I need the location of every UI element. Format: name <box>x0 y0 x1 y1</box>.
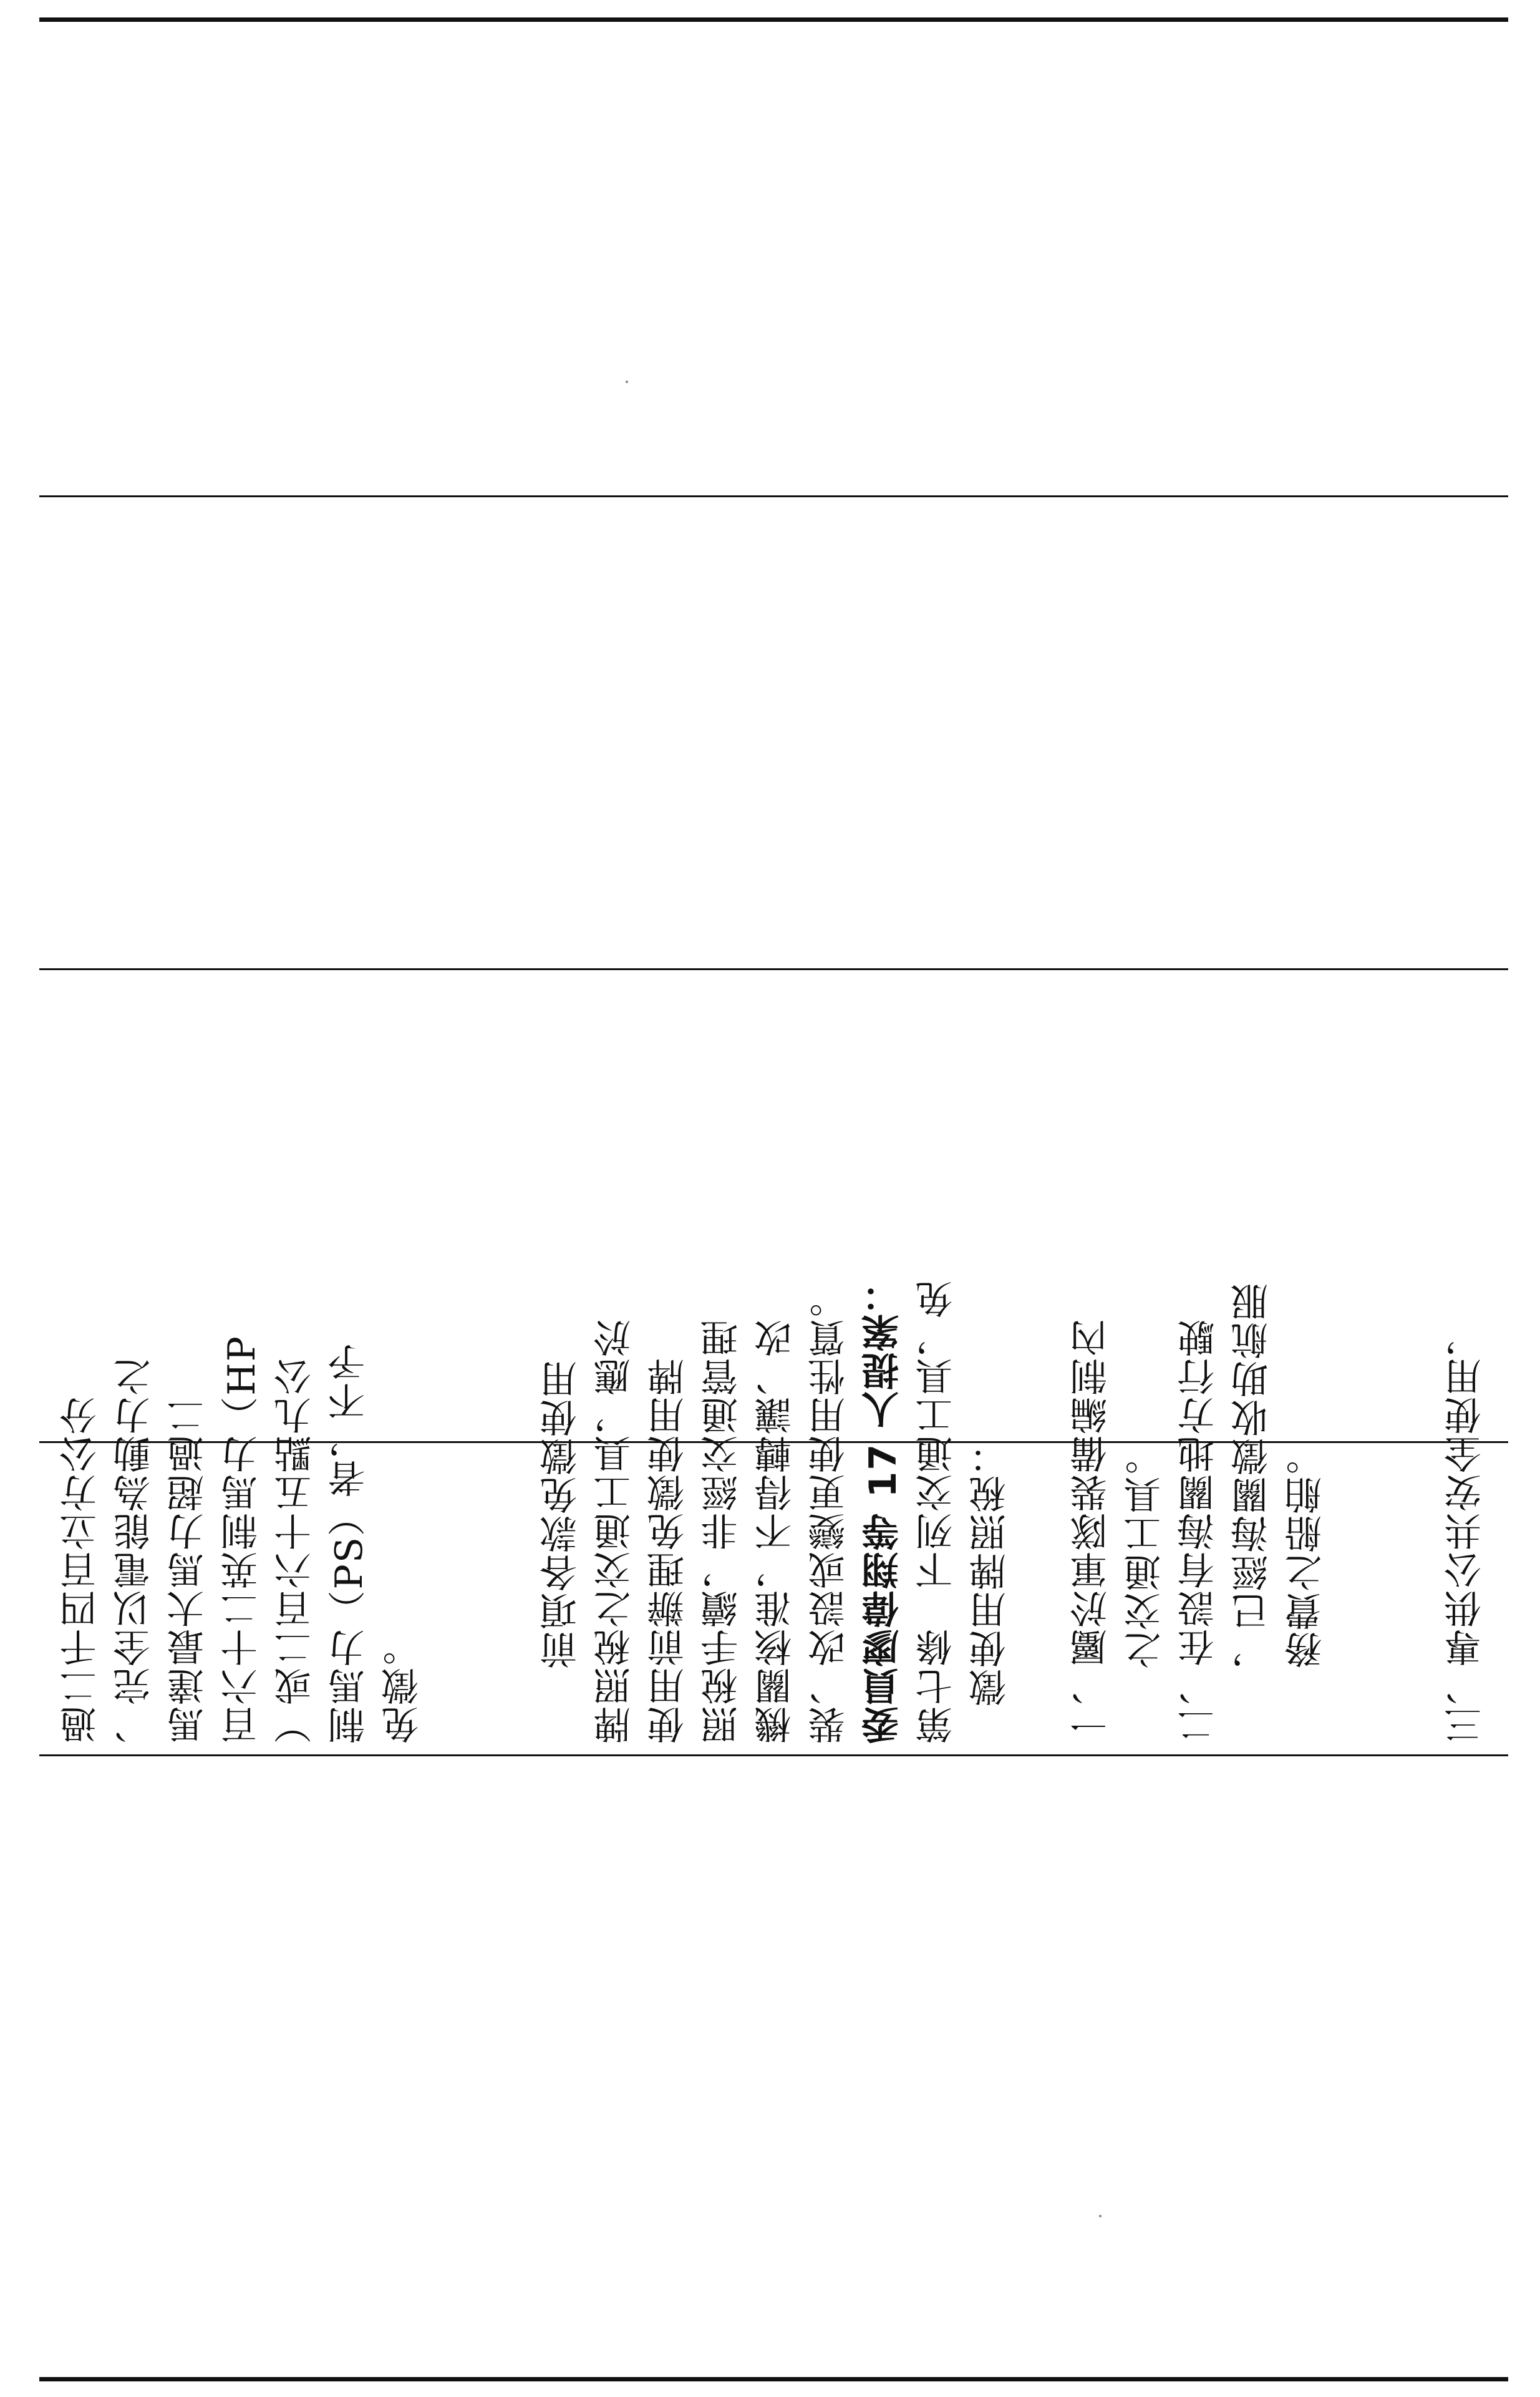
bottom-border-rule <box>39 2377 1508 2381</box>
text-line: 牌照稅之交通工具，應於 <box>593 1318 637 1744</box>
text-line: 、完全以電能為動力之 <box>113 1357 157 1744</box>
top-border-rule <box>39 17 1508 22</box>
list-item: 一、屬於軍隊裝備編制內 <box>1070 1318 1113 1744</box>
column-divider-rule <box>39 495 1508 497</box>
text-line: 過二千四百立方公分 <box>59 1396 103 1744</box>
proposal-heading: 委員廖偉翔等 17 人提案： <box>861 1273 905 1744</box>
text-line: 百六十二英制馬力（HP <box>220 1335 264 1744</box>
list-item: 三、專供公共安全使用， <box>1444 1318 1488 1744</box>
column-divider-rule <box>39 1754 1508 1756</box>
text-line: 裝、改設或變更使用性質。 <box>808 1280 851 1744</box>
list-item-continuation: 之交通工具。 <box>1123 1437 1167 1669</box>
list-item: 二、在設有海關地方行駛 <box>1177 1318 1221 1744</box>
text-line: 使用前辦理免徵使用牌 <box>647 1357 690 1744</box>
text-line: 制馬力（PS）者，不予 <box>327 1342 371 1744</box>
text-line: 徵使用牌照稅： <box>969 1436 1012 1706</box>
text-line: 機關核准，不得轉讓、改 <box>754 1318 798 1744</box>
list-item-continuation: 務費之船舶。 <box>1284 1437 1328 1669</box>
text-line: 馬達最大馬力超過二 <box>167 1396 210 1744</box>
text-line: 前項各款免徵使用 <box>540 1359 583 1669</box>
column-divider-rule <box>39 968 1508 970</box>
text-line: 照稅手續，非經交通管理 <box>700 1318 744 1744</box>
list-item-continuation: ，已經海關徵收助航服 <box>1231 1282 1274 1669</box>
text-line: 免徵。 <box>381 1628 425 1744</box>
scan-speck <box>626 381 628 383</box>
article-title: 第七條 下列交通工具，免 <box>915 1280 959 1744</box>
scan-speck <box>1099 2215 1102 2217</box>
text-line: ）或二百六十五點九公 <box>274 1357 317 1744</box>
proposal-text-block <box>44 1273 1503 1744</box>
